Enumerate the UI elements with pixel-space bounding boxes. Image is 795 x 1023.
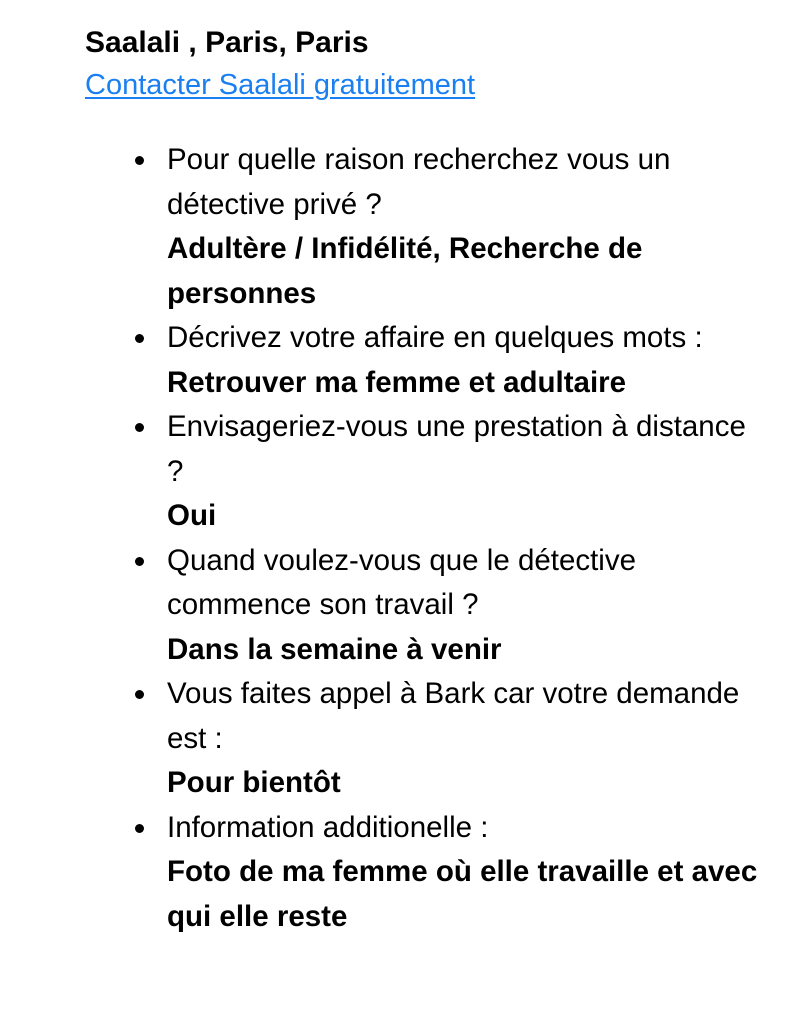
bullet-icon: [135, 156, 144, 165]
list-item: [85, 138, 765, 316]
question-text: Décrivez votre affaire en quelques mots :: [167, 321, 703, 354]
lead-title: Saalali , Paris, Paris: [85, 26, 369, 59]
answer-text: Pour bientôt: [167, 766, 341, 799]
list-item: [85, 405, 765, 539]
list-item: [85, 539, 765, 673]
answer-text: Dans la semaine à venir: [167, 632, 502, 666]
question-text: Information additionelle :: [167, 810, 489, 844]
question-text: Pour quelle raison recherchez vous un détective privé ?: [167, 143, 671, 221]
bullet-icon: [135, 824, 144, 833]
list-item: [85, 806, 765, 940]
list-item: [85, 316, 765, 405]
question-text: Envisageriez-vous une prestation à distance ?: [167, 410, 746, 488]
answer-text: Foto de ma femme où elle travaille et avec qui elle reste: [167, 855, 758, 933]
question-text: Vous faites appel à Bark car votre demande est :: [167, 677, 740, 755]
bullet-icon: [135, 557, 144, 566]
qa-list: [85, 138, 765, 939]
question-text: Quand voulez-vous que le détective commence son travail ?: [167, 543, 637, 621]
bullet-icon: [135, 334, 144, 343]
contact-link[interactable]: Contacter Saalali gratuitement: [85, 69, 476, 101]
bullet-icon: [135, 423, 144, 432]
answer-text: Oui: [167, 499, 217, 532]
bullet-icon: [135, 690, 144, 699]
list-item: [85, 672, 765, 806]
lead-details: [85, 22, 765, 939]
answer-text: Adultère / Infidélité, Recherche de personnes: [167, 232, 643, 310]
answer-text: Retrouver ma femme et adultaire: [167, 365, 627, 399]
